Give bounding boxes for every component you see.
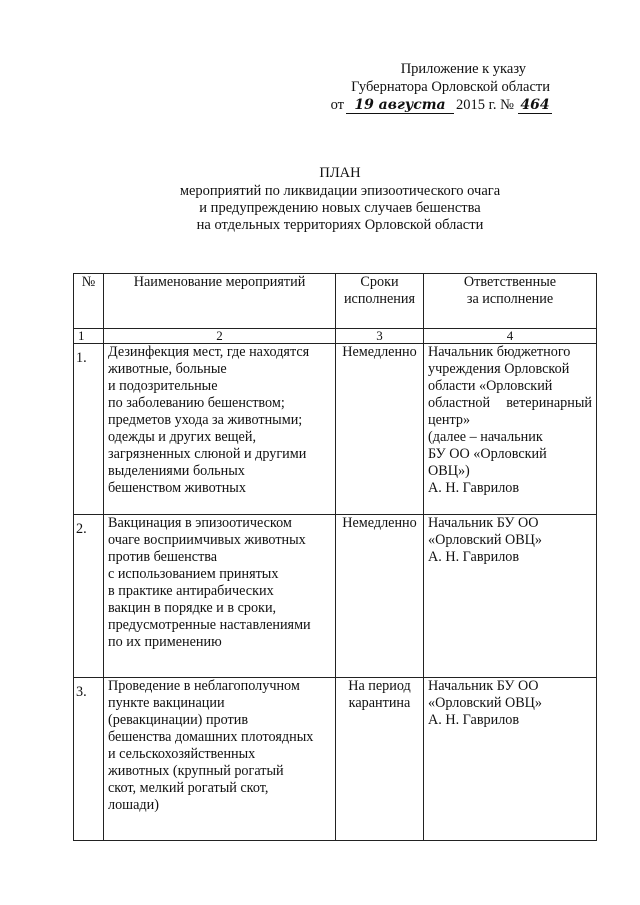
table-row (74, 344, 597, 515)
date-prefix: от (330, 97, 344, 113)
column-number: 3 (336, 329, 424, 344)
header-name: Наименование мероприятий (104, 274, 336, 329)
header-term: Сроки исполнения (336, 274, 424, 329)
responsible-text-a: Начальник бюджетного учреждения Орловской области «Орловский (428, 344, 571, 394)
date-year: 2015 г. № (455, 97, 514, 113)
responsible-word: областной (428, 395, 491, 411)
header-num: № (74, 274, 104, 329)
decree-date-line (302, 96, 552, 114)
handwritten-number: 464 (518, 97, 552, 114)
table-row (74, 515, 597, 678)
responsible-justified-line (428, 395, 592, 412)
responsible-text-c: центр» (далее – начальник БУ ОО «Орловский ОВЦ») А. Н. Гаврилов (428, 412, 547, 496)
title-word: ПЛАН (319, 165, 361, 181)
row-number: 2. (74, 515, 104, 678)
appendix-line-1: Приложение к указу (400, 61, 526, 77)
row-term: Немедленно (336, 515, 424, 678)
row-responsible (424, 344, 597, 515)
title-line-1: мероприятий по ликвидации эпизоотического очага (179, 183, 501, 199)
row-responsible: Начальник БУ ОО «Орловский ОВЦ» А. Н. Гаврилов (424, 678, 597, 841)
header-resp: Ответственные за исполнение (424, 274, 597, 329)
row-term: На период карантина (336, 678, 424, 841)
responsible-word: ветеринарный (506, 395, 592, 411)
table-row (74, 678, 597, 841)
document-title (120, 165, 560, 234)
column-number: 1 (74, 329, 104, 344)
title-line-2: и предупреждению новых случаев бешенства (199, 200, 481, 216)
title-line-3: на отдельных территориях Орловской области (196, 217, 484, 233)
row-measure: Проведение в неблагополучном пункте вакцинации (ревакцинации) против бешенства домашних плотоядных и сельскохозяйственных животных (крупный рогатый скот, мелкий рогатый скот, лошади) (104, 678, 336, 841)
appendix-line-2: Губернатора Орловской области (351, 79, 550, 95)
handwritten-date: 19 августа (346, 97, 454, 114)
row-number: 3. (74, 678, 104, 841)
row-term: Немедленно (336, 344, 424, 515)
row-number: 1. (74, 344, 104, 515)
row-measure: Дезинфекция мест, где находятся животные, больные и подозрительные по заболеванию бешенством; предметов ухода за животными; одежды и других вещей, загрязненных слюной и другими выделениями больных бешенством животных (104, 344, 336, 515)
row-responsible: Начальник БУ ОО «Орловский ОВЦ» А. Н. Гаврилов (424, 515, 597, 678)
plan-table (73, 273, 597, 841)
table-header-row (74, 274, 597, 329)
column-number: 4 (424, 329, 597, 344)
appendix-header (302, 60, 552, 114)
column-number-row (74, 329, 597, 344)
column-number: 2 (104, 329, 336, 344)
row-measure: Вакцинация в эпизоотическом очаге восприимчивых животных против бешенства с использованием принятых в практике антирабических вакцин в порядке и в сроки, предусмотренные наставлениями по их применению (104, 515, 336, 678)
